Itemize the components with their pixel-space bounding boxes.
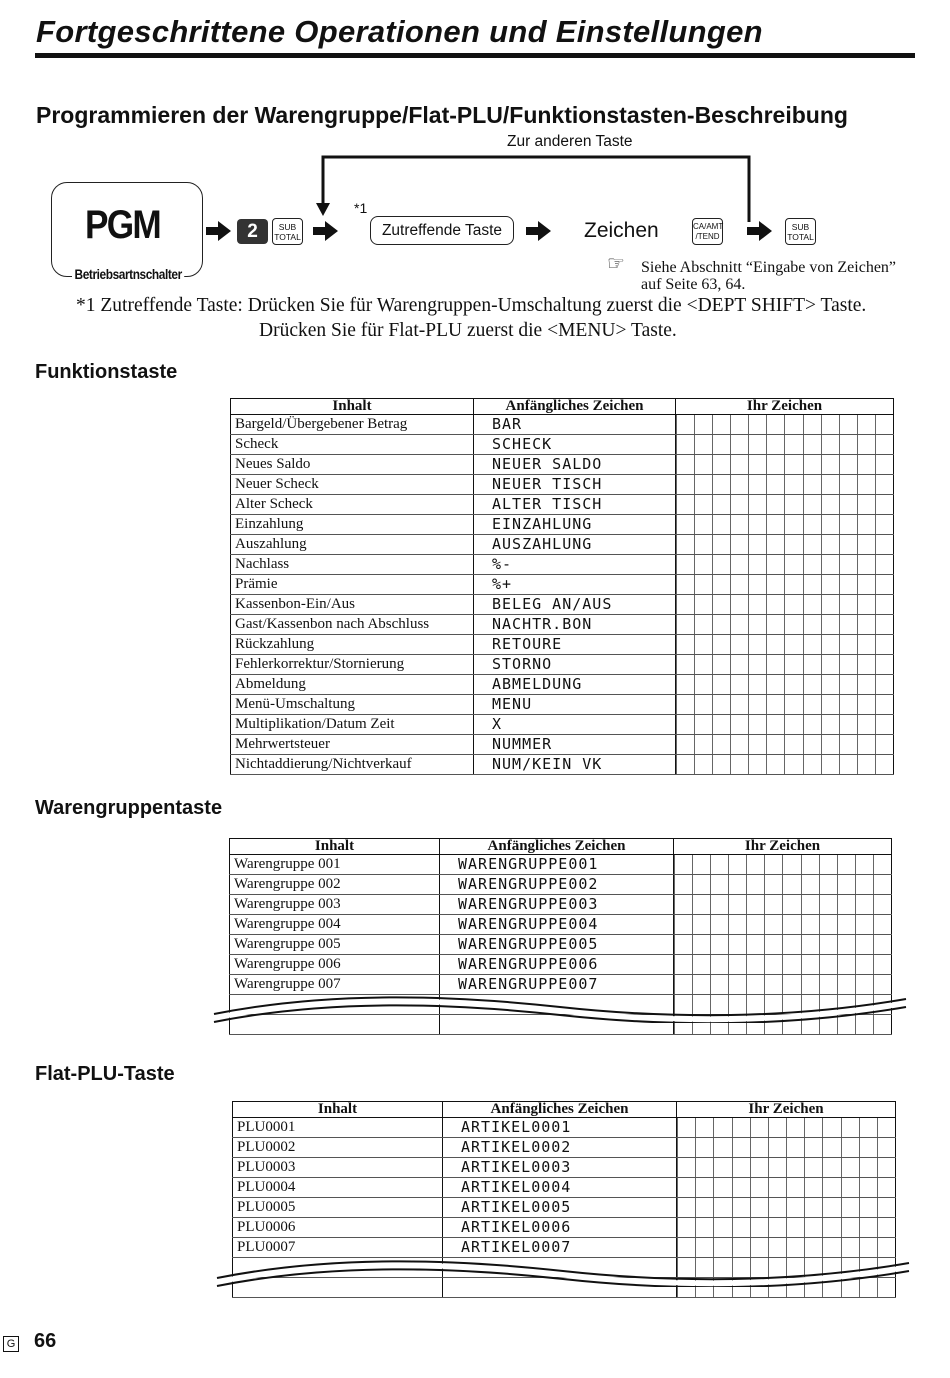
initial-characters-cell: %- bbox=[474, 555, 676, 575]
initial-characters-cell: WARENGRUPPE001 bbox=[440, 855, 674, 875]
table-row bbox=[231, 495, 894, 515]
table-row bbox=[233, 1198, 896, 1218]
content-cell: Rückzahlung bbox=[231, 635, 474, 655]
initial-characters-cell: STORNO bbox=[474, 655, 676, 675]
character-grid bbox=[676, 595, 893, 614]
table-row bbox=[230, 955, 892, 975]
your-characters-cell bbox=[676, 475, 894, 495]
character-grid bbox=[676, 475, 893, 494]
your-characters-cell bbox=[676, 435, 894, 455]
table-row bbox=[231, 635, 894, 655]
table-row bbox=[231, 515, 894, 535]
your-characters-cell bbox=[676, 675, 894, 695]
footnote-line-2: Drücken Sie für Flat-PLU zuerst die <MENU> Taste. bbox=[259, 320, 677, 341]
content-cell: PLU0001 bbox=[233, 1118, 443, 1138]
your-characters-cell bbox=[676, 415, 894, 435]
table-row bbox=[231, 415, 894, 435]
department-key-heading: Warengruppentaste bbox=[35, 797, 223, 819]
initial-characters-cell: WARENGRUPPE006 bbox=[440, 955, 674, 975]
character-grid bbox=[676, 695, 893, 714]
character-grid bbox=[677, 1238, 895, 1257]
your-characters-cell bbox=[674, 955, 892, 975]
your-characters-cell bbox=[677, 1218, 896, 1238]
your-characters-cell bbox=[676, 615, 894, 635]
initial-characters-cell: ARTIKEL0002 bbox=[443, 1138, 677, 1158]
your-characters-cell bbox=[677, 1118, 896, 1138]
table-row bbox=[231, 675, 894, 695]
initial-characters-cell: BAR bbox=[474, 415, 676, 435]
your-characters-cell bbox=[677, 1238, 896, 1258]
your-characters-cell bbox=[674, 975, 892, 995]
initial-characters-cell: NACHTR.BON bbox=[474, 615, 676, 635]
character-grid bbox=[676, 455, 893, 474]
content-cell: Neuer Scheck bbox=[231, 475, 474, 495]
table-row bbox=[231, 575, 894, 595]
column-header: Ihr Zeichen bbox=[674, 839, 892, 855]
your-characters-cell bbox=[676, 755, 894, 775]
sub-total-key: SUB TOTAL bbox=[272, 218, 303, 245]
table-row bbox=[233, 1118, 896, 1138]
content-cell: Einzahlung bbox=[231, 515, 474, 535]
language-marker: G bbox=[3, 1336, 19, 1352]
ca-amt-tend-key: CA/AMT /TEND bbox=[692, 218, 723, 245]
character-grid bbox=[677, 1198, 895, 1217]
character-grid bbox=[677, 1178, 895, 1197]
table-row bbox=[230, 875, 892, 895]
character-grid bbox=[676, 675, 893, 694]
arrow-right-icon bbox=[745, 220, 773, 242]
your-characters-cell bbox=[676, 455, 894, 475]
content-cell: Warengruppe 003 bbox=[230, 895, 440, 915]
character-grid bbox=[676, 715, 893, 734]
character-grid bbox=[674, 875, 891, 894]
initial-characters-cell: SCHECK bbox=[474, 435, 676, 455]
initial-characters-cell: NUMMER bbox=[474, 735, 676, 755]
character-grid bbox=[674, 975, 891, 994]
character-grid bbox=[676, 735, 893, 754]
content-cell: Warengruppe 006 bbox=[230, 955, 440, 975]
your-characters-cell bbox=[676, 575, 894, 595]
content-cell: Neues Saldo bbox=[231, 455, 474, 475]
your-characters-cell bbox=[674, 875, 892, 895]
character-grid bbox=[677, 1218, 895, 1237]
your-characters-cell bbox=[676, 635, 894, 655]
your-characters-cell bbox=[674, 855, 892, 875]
arrow-right-icon bbox=[524, 220, 552, 242]
column-header: Ihr Zeichen bbox=[676, 399, 894, 415]
your-characters-cell bbox=[674, 915, 892, 935]
table-row bbox=[233, 1138, 896, 1158]
table-break-mark bbox=[210, 993, 910, 1023]
character-grid bbox=[674, 915, 891, 934]
character-grid bbox=[676, 575, 893, 594]
initial-characters-cell: RETOURE bbox=[474, 635, 676, 655]
initial-characters-cell: MENU bbox=[474, 695, 676, 715]
initial-characters-cell: NEUER TISCH bbox=[474, 475, 676, 495]
character-grid bbox=[676, 655, 893, 674]
table-row bbox=[231, 695, 894, 715]
content-cell: PLU0005 bbox=[233, 1198, 443, 1218]
initial-characters-cell: NUM/KEIN VK bbox=[474, 755, 676, 775]
character-grid bbox=[676, 515, 893, 534]
table-row bbox=[233, 1218, 896, 1238]
character-grid bbox=[676, 495, 893, 514]
table-row bbox=[230, 855, 892, 875]
your-characters-cell bbox=[674, 895, 892, 915]
section-title: Programmieren der Warengruppe/Flat-PLU/Funktionstasten-Beschreibung bbox=[36, 102, 848, 128]
column-header: Anfängliches Zeichen bbox=[440, 839, 674, 855]
character-grid bbox=[676, 635, 893, 654]
reference-note: Siehe Abschnitt “Eingabe von Zeichen” auf Seite 63, 64. bbox=[641, 259, 897, 293]
content-cell: PLU0007 bbox=[233, 1238, 443, 1258]
character-grid bbox=[674, 955, 891, 974]
column-header: Inhalt bbox=[230, 839, 440, 855]
other-key-label: Zur anderen Taste bbox=[507, 133, 633, 150]
column-header: Anfängliches Zeichen bbox=[474, 399, 676, 415]
character-grid bbox=[676, 755, 893, 774]
content-cell: Prämie bbox=[231, 575, 474, 595]
initial-characters-cell: ARTIKEL0006 bbox=[443, 1218, 677, 1238]
your-characters-cell bbox=[677, 1158, 896, 1178]
footnote-line-1: *1 Zutreffende Taste: Drücken Sie für Warengruppen-Umschaltung zuerst die <DEPT SHIFT> Taste. bbox=[76, 295, 867, 316]
initial-characters-cell: ARTIKEL0003 bbox=[443, 1158, 677, 1178]
table-row bbox=[231, 595, 894, 615]
table-row bbox=[231, 455, 894, 475]
table-row bbox=[233, 1158, 896, 1178]
character-grid bbox=[676, 555, 893, 574]
initial-characters-cell: ABMELDUNG bbox=[474, 675, 676, 695]
footnote-marker: *1 bbox=[354, 200, 368, 216]
content-cell: Nachlass bbox=[231, 555, 474, 575]
content-cell: Bargeld/Übergebener Betrag bbox=[231, 415, 474, 435]
your-characters-cell bbox=[677, 1178, 896, 1198]
pointing-hand-icon: ☞ bbox=[607, 253, 625, 275]
arrow-right-icon bbox=[311, 220, 339, 242]
content-cell: Warengruppe 005 bbox=[230, 935, 440, 955]
column-header: Anfängliches Zeichen bbox=[443, 1102, 677, 1118]
initial-characters-cell: WARENGRUPPE004 bbox=[440, 915, 674, 935]
character-grid bbox=[676, 415, 893, 434]
function-key-heading: Funktionstaste bbox=[35, 361, 178, 383]
character-grid bbox=[674, 935, 891, 954]
initial-characters-cell: AUSZAHLUNG bbox=[474, 535, 676, 555]
page-title: Fortgeschrittene Operationen und Einstellungen bbox=[36, 14, 763, 49]
initial-characters-cell: WARENGRUPPE002 bbox=[440, 875, 674, 895]
character-grid bbox=[677, 1118, 895, 1137]
characters-label: Zeichen bbox=[584, 219, 659, 242]
content-cell: Scheck bbox=[231, 435, 474, 455]
content-cell: Warengruppe 002 bbox=[230, 875, 440, 895]
content-cell: Mehrwertsteuer bbox=[231, 735, 474, 755]
pgm-label: PGM bbox=[85, 203, 160, 247]
character-grid bbox=[676, 615, 893, 634]
content-cell: Auszahlung bbox=[231, 535, 474, 555]
mode-switch-label: Betriebsartnschalter bbox=[72, 266, 184, 282]
initial-characters-cell: ARTIKEL0007 bbox=[443, 1238, 677, 1258]
initial-characters-cell: ALTER TISCH bbox=[474, 495, 676, 515]
your-characters-cell bbox=[676, 695, 894, 715]
content-cell: Warengruppe 007 bbox=[230, 975, 440, 995]
content-cell: Alter Scheck bbox=[231, 495, 474, 515]
content-cell: Nichtaddierung/Nichtverkauf bbox=[231, 755, 474, 775]
table-row bbox=[233, 1178, 896, 1198]
column-header: Inhalt bbox=[231, 399, 474, 415]
initial-characters-cell: EINZAHLUNG bbox=[474, 515, 676, 535]
column-header: Ihr Zeichen bbox=[677, 1102, 896, 1118]
character-grid bbox=[674, 895, 891, 914]
sub-total-key: SUB TOTAL bbox=[785, 218, 816, 245]
content-cell: Kassenbon-Ein/Aus bbox=[231, 595, 474, 615]
table-row bbox=[231, 715, 894, 735]
table-row bbox=[231, 475, 894, 495]
content-cell: Gast/Kassenbon nach Abschluss bbox=[231, 615, 474, 635]
key-2: 2 bbox=[237, 219, 268, 244]
table-row bbox=[233, 1238, 896, 1258]
content-cell: PLU0006 bbox=[233, 1218, 443, 1238]
table-row bbox=[231, 655, 894, 675]
initial-characters-cell: %+ bbox=[474, 575, 676, 595]
content-cell: Warengruppe 004 bbox=[230, 915, 440, 935]
column-header: Inhalt bbox=[233, 1102, 443, 1118]
flat-plu-heading: Flat-PLU-Taste bbox=[35, 1063, 175, 1085]
initial-characters-cell: BELEG AN/AUS bbox=[474, 595, 676, 615]
character-grid bbox=[674, 855, 891, 874]
content-cell: PLU0003 bbox=[233, 1158, 443, 1178]
table-row bbox=[231, 735, 894, 755]
table-row bbox=[230, 935, 892, 955]
character-grid bbox=[677, 1158, 895, 1177]
initial-characters-cell: ARTIKEL0005 bbox=[443, 1198, 677, 1218]
table-break-mark bbox=[213, 1257, 913, 1287]
content-cell: Abmeldung bbox=[231, 675, 474, 695]
initial-characters-cell: WARENGRUPPE005 bbox=[440, 935, 674, 955]
content-cell: PLU0004 bbox=[233, 1178, 443, 1198]
table-row bbox=[231, 755, 894, 775]
your-characters-cell bbox=[674, 935, 892, 955]
initial-characters-cell: NEUER SALDO bbox=[474, 455, 676, 475]
your-characters-cell bbox=[676, 555, 894, 575]
your-characters-cell bbox=[676, 595, 894, 615]
initial-characters-cell: ARTIKEL0001 bbox=[443, 1118, 677, 1138]
arrow-right-icon bbox=[204, 220, 232, 242]
content-cell: Warengruppe 001 bbox=[230, 855, 440, 875]
your-characters-cell bbox=[676, 515, 894, 535]
table-row bbox=[231, 435, 894, 455]
character-grid bbox=[676, 535, 893, 554]
content-cell: Fehlerkorrektur/Stornierung bbox=[231, 655, 474, 675]
character-grid bbox=[676, 435, 893, 454]
table-row bbox=[231, 615, 894, 635]
content-cell: Multiplikation/Datum Zeit bbox=[231, 715, 474, 735]
your-characters-cell bbox=[676, 735, 894, 755]
content-cell: Menü-Umschaltung bbox=[231, 695, 474, 715]
your-characters-cell bbox=[677, 1198, 896, 1218]
initial-characters-cell: WARENGRUPPE003 bbox=[440, 895, 674, 915]
table-row bbox=[231, 555, 894, 575]
character-grid bbox=[677, 1138, 895, 1157]
table-row bbox=[230, 895, 892, 915]
applicable-key-box: Zutreffende Taste bbox=[370, 216, 514, 245]
initial-characters-cell: X bbox=[474, 715, 676, 735]
table-row bbox=[230, 915, 892, 935]
initial-characters-cell: WARENGRUPPE007 bbox=[440, 975, 674, 995]
your-characters-cell bbox=[676, 495, 894, 515]
your-characters-cell bbox=[677, 1138, 896, 1158]
your-characters-cell bbox=[676, 535, 894, 555]
function-key-table bbox=[230, 398, 894, 775]
your-characters-cell bbox=[676, 655, 894, 675]
page-number: 66 bbox=[34, 1330, 57, 1352]
table-row bbox=[231, 535, 894, 555]
your-characters-cell bbox=[676, 715, 894, 735]
content-cell: PLU0002 bbox=[233, 1138, 443, 1158]
initial-characters-cell: ARTIKEL0004 bbox=[443, 1178, 677, 1198]
table-row bbox=[230, 975, 892, 995]
